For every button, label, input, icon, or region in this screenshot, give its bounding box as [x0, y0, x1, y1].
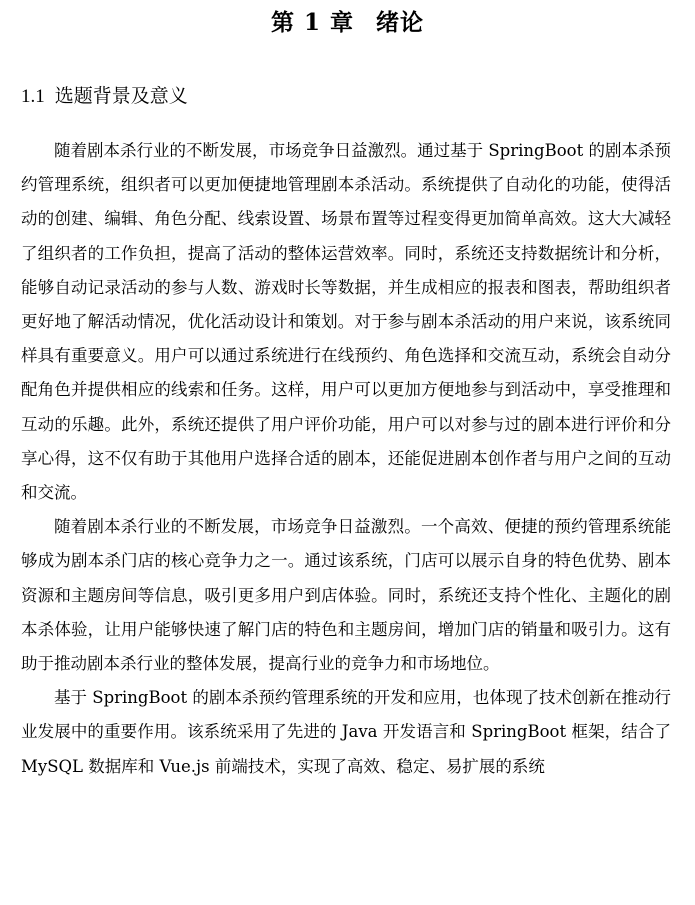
body-text	[21, 134, 671, 784]
section-title: 选题背景及意义	[54, 85, 188, 107]
chapter-title	[0, 6, 695, 40]
chapter-name: 绪论	[376, 9, 425, 36]
paragraph-1: 随着剧本杀行业的不断发展，市场竞争日益激烈。通过基于 SpringBoot 的剧本杀预约管理系统，组织者可以更加便捷地管理剧本杀活动。系统提供了自动化的功能，使得活动的创建、编辑、角色分配、线索设置、场景布置等过程变得更加简单高效。这大大减轻了组织者的工作负担，提高了活动的整体运营效率。同时，系统还支持数据统计和分析，能够自动记录活动的参与人数、游戏时长等数据，并生成相应的报表和图表，帮助组织者更好地了解活动情况，优化活动设计和策划。对于参与剧本杀活动的用户来说，该系统同样具有重要意义。用户可以通过系统进行在线预约、角色选择和交流互动，系统会自动分配角色并提供相应的线索和任务。这样，用户可以更加方便地参与到活动中，享受推理和互动的乐趣。此外，系统还提供了用户评价功能，用户可以对参与过的剧本进行评价和分享心得，这不仅有助于其他用户选择合适的剧本，还能促进剧本创作者与用户之间的互动和交流。	[21, 141, 671, 503]
paragraph-3: 基于 SpringBoot 的剧本杀预约管理系统的开发和应用，也体现了技术创新在推动行业发展中的重要作用。该系统采用了先进的 Java 开发语言和 SpringBoot 框架，结合了 MySQL 数据库和 Vue.js 前端技术，实现了高效、稳定、易扩展的系统	[21, 688, 671, 776]
paragraph-2: 随着剧本杀行业的不断发展，市场竞争日益激烈。一个高效、便捷的预约管理系统能够成为剧本杀门店的核心竞争力之一。通过该系统，门店可以展示自身的特色优势、剧本资源和主题房间等信息，吸引更多用户到店体验。同时，系统还支持个性化、主题化的剧本杀体验，让用户能够快速了解门店的特色和主题房间，增加门店的销量和吸引力。这有助于推动剧本杀行业的整体发展，提高行业的竞争力和市场地位。	[21, 517, 671, 674]
chapter-label: 第 1 章	[270, 9, 355, 36]
section-number: 1.1	[21, 86, 45, 107]
section-heading	[21, 82, 188, 111]
